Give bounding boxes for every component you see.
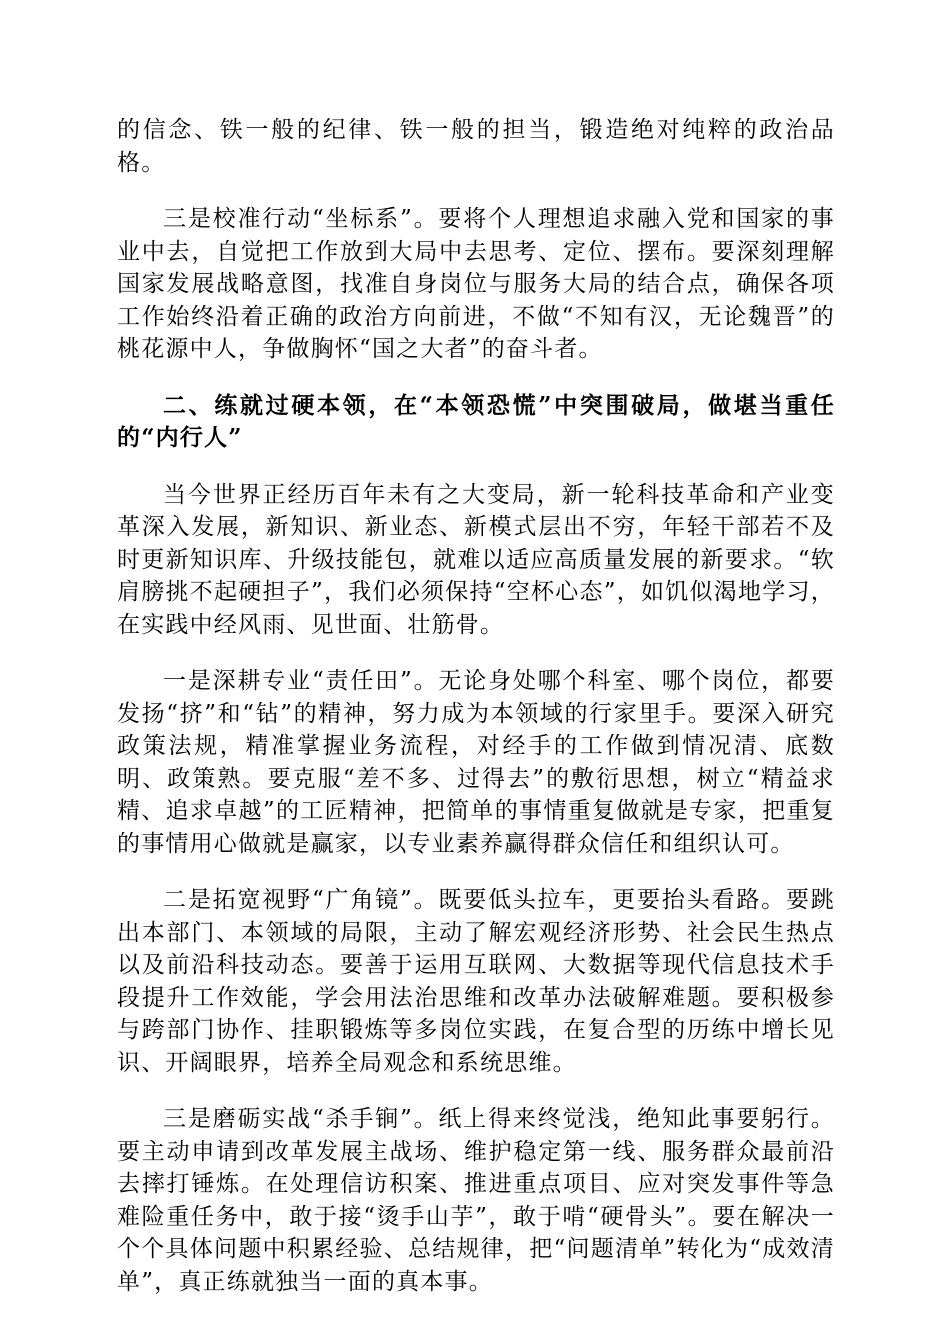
paragraph-point-two: 二是拓宽视野“广角镜”。既要低头拉车，更要抬头看路。要跳出本部门、本领域的局限，主动了解宏观经济形势、社会民生热点以及前沿科技动态。要善于运用互联网、大数据等现代信息技术手段提升工作效能，学会用法治思维和改革办法破解难题。要积极参与跨部门协作、挂职锻炼等多岗位实践，在复合型的历练中增长见识、开阔眼界，培养全局观念和系统思维。 <box>117 887 835 1076</box>
paragraph-point-one: 一是深耕专业“责任田”。无论身处哪个科室、哪个岗位，都要发扬“挤”和“钻”的精神，努力成为本领域的行家里手。要深入研究政策法规，精准掌握业务流程，对经手的工作做到情况清、底数明、政策熟。要克服“差不多、过得去”的敷衍思想，树立“精益求精、追求卓越”的工匠精神，把简单的事情重复做就是专家，把重复的事情用心做就是赢家，以专业素养赢得群众信任和组织认可。 <box>117 668 835 857</box>
paragraph-point-three: 三是磨砺实战“杀手锏”。纸上得来终觉浅，绝知此事要躬行。要主动申请到改革发展主战场、维护稳定第一线、服务群众最前沿去摔打锤炼。在处理信访积案、推进重点项目、应对突发事件等急难险重任务中，敢于接“烫手山芋”，敢于啃“硬骨头”。要在解决一个个具体问题中积累经验、总结规律，把“问题清单”转化为“成效清单”，真正练就独当一面的真本事。 <box>117 1106 835 1295</box>
paragraph-continuation: 的信念、铁一般的纪律、铁一般的担当，锻造绝对纯粹的政治品格。 <box>117 117 835 176</box>
section-heading-two: 二、练就过硬本领，在“本领恐慌”中突围破局，做堪当重任的“内行人” <box>117 391 835 451</box>
paragraph-coordinate-system: 三是校准行动“坐标系”。要将个人理想追求融入党和国家的事业中去，自觉把工作放到大局中去思考、定位、摆布。要深刻理解国家发展战略意图，找准自身岗位与服务大局的结合点，确保各项工作始终沿着正确的政治方向前进，不做“不知有汉，无论魏晋”的桃花源中人，争做胸怀“国之大者”的奋斗者。 <box>117 206 835 362</box>
document-page <box>117 114 835 1322</box>
paragraph-section-intro: 当今世界正经历百年未有之大变局，新一轮科技革命和产业变革深入发展，新知识、新业态、新模式层出不穷，年轻干部若不及时更新知识库、升级技能包，就难以适应高质量发展的新要求。“软肩膀挑不起硬担子”，我们必须保持“空杯心态”，如饥似渴地学习，在实践中经风雨、见世面、壮筋骨。 <box>117 481 835 638</box>
